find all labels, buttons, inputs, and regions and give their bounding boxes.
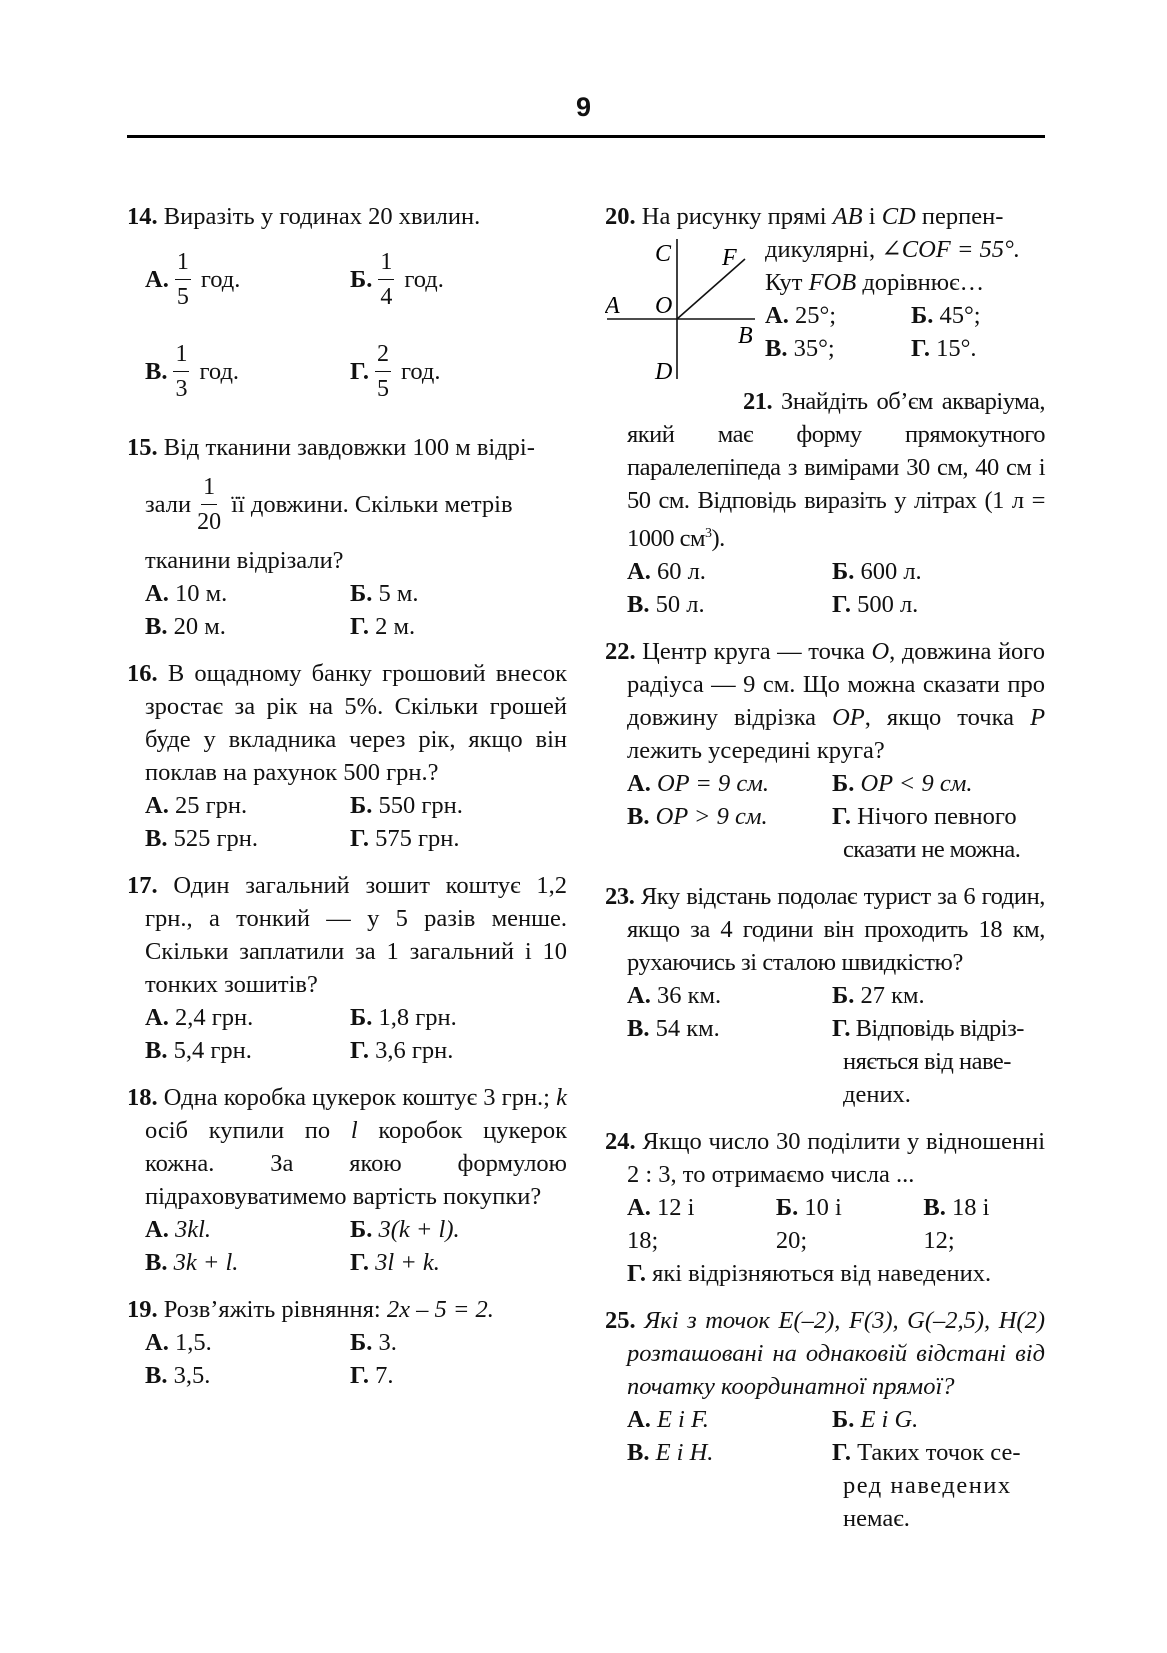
question-number: 20.: [605, 203, 636, 230]
option-v[interactable]: В. 5,4 грн.: [145, 1037, 252, 1064]
option-v[interactable]: В. 50 л.: [627, 591, 705, 619]
question-number: 17.: [127, 872, 158, 899]
question-number: 24.: [605, 1128, 636, 1156]
option-v[interactable]: В. 20 м.: [145, 613, 226, 640]
option-a[interactable]: А. 3kl.: [145, 1216, 212, 1243]
left-column: [127, 200, 567, 1406]
fraction: $\frac{1}{5}$: [176, 248, 189, 310]
option-a[interactable]: А. 1,5.: [145, 1329, 212, 1356]
option-g[interactable]: Г. Нічого певного: [832, 803, 1017, 831]
question-19: 19. Розв’яжіть рівняння: 2x – 5 = 2. А. 1,5. Б. 3. В. 3,5. Г. 7.: [127, 1293, 567, 1392]
question-number: 18.: [127, 1084, 158, 1111]
option-a[interactable]: А. 36 км.: [627, 982, 722, 1010]
option-a[interactable]: А. 12 і 18;: [627, 1194, 695, 1255]
option-g[interactable]: Г. 7.: [350, 1362, 394, 1389]
option-g[interactable]: Г. 2 м.: [350, 613, 416, 640]
option-b[interactable]: Б. 45°;: [911, 302, 981, 329]
label-d: D: [655, 359, 673, 385]
option-g[interactable]: Г. 15°.: [911, 335, 977, 362]
question-21: 21. Знайдіть об’єм акваріума, який має форму прямокутного паралелепіпеда з вимірами 30 см, 40 см і 50 см. Відповідь виразіть у літрах (1 л = 1000 $см^3$). А. 60 л. Б. 600 л. В. 50 л. Г. 500 л.: [605, 385, 1045, 621]
option-b[interactable]: Б. OP < 9 см.: [832, 770, 973, 798]
question-number: 25.: [605, 1307, 636, 1335]
option-b[interactable]: Б. E і G.: [832, 1406, 919, 1434]
option-a[interactable]: А. 25°;: [765, 302, 837, 329]
right-column: [605, 200, 1045, 1549]
question-text: Виразіть у годинах 20 хвилин.: [163, 203, 481, 230]
option-b[interactable]: Б. 550 грн.: [350, 792, 463, 819]
option-b[interactable]: Б. 10 і 20;: [775, 1194, 842, 1255]
option-g[interactable]: Г. 3l + k.: [350, 1249, 440, 1276]
option-v[interactable]: В. $\frac{1}{3}$ год.: [145, 340, 240, 402]
fraction: $\frac{1}{20}$: [197, 473, 222, 535]
question-20: 20. На рисунку прямі AB і CD перпен- C F A O B D дикулярні, ∠COF = 55°. Кут FOB дорівнює… А. 25°; Б. 45°; В. 35°; Г. 15°.: [605, 203, 1020, 385]
question-15: 15. Від тканини завдовжки 100 м відрі- зали $\frac{1}{20}$ її довжини. Скільки метрів тканини відрізали? А. 10 м. Б. 5 м. В. 20 м. Г. 2 м.: [127, 431, 567, 643]
question-23: 23. Яку відстань подолає турист за 6 годин, якщо за 4 години він проходить 18 км, рухаючись зі сталою швидкістю? А. 36 км. Б. 27 км. В. 54 км. Г. Відповідь відріз- няється від наве- дених.: [605, 883, 1045, 1109]
option-v[interactable]: В. OP > 9 см.: [627, 803, 768, 831]
perpendicular-lines-figure: [605, 237, 765, 387]
fraction: $\frac{1}{4}$: [380, 248, 393, 310]
question-16: [127, 657, 567, 855]
option-b[interactable]: Б. 5 м.: [350, 580, 419, 607]
question-text: Один загальний зошит коштує 1,2 грн., а тонкий — у 5 разів менше. Скільки заплатили за 1 загальний і 10 тонких зошитів?: [145, 872, 568, 998]
option-v[interactable]: В. 525 грн.: [145, 825, 259, 852]
label-b: B: [738, 323, 753, 349]
fraction: $\frac{2}{5}$: [376, 340, 389, 402]
option-g[interactable]: Г. Таких точок се-: [832, 1439, 1021, 1467]
question-number: 15.: [127, 434, 158, 461]
option-g[interactable]: Г. Відповідь відріз-: [832, 1015, 1024, 1043]
option-a[interactable]: А. 10 м.: [145, 580, 228, 607]
question-number: 14.: [127, 203, 158, 230]
option-v[interactable]: В. 35°;: [765, 335, 835, 362]
option-v[interactable]: В. 3,5.: [145, 1362, 211, 1389]
option-b[interactable]: Б. 27 км.: [832, 982, 925, 1010]
option-a[interactable]: А. 60 л.: [627, 558, 706, 586]
option-v[interactable]: В. 18 і 12;: [923, 1194, 990, 1255]
question-number: 22.: [605, 638, 636, 666]
label-a: A: [605, 293, 620, 319]
option-a[interactable]: А. 2,4 грн.: [145, 1004, 254, 1031]
label-o: O: [655, 293, 673, 319]
question-22: 22. Центр круга — точка O, довжина його радіуса — 9 см. Що можна сказати про довжину відрізка OP, якщо точка P лежить усередині круга? А. OP = 9 см. Б. OP < 9 см. В. OP > 9 см. Г. Нічого певного сказати не можна.: [605, 638, 1046, 864]
question-number: 21.: [743, 388, 773, 415]
option-b[interactable]: Б. $\frac{1}{4}$ год.: [350, 248, 444, 310]
question-14: [127, 200, 567, 417]
question-17: [127, 869, 567, 1067]
option-b[interactable]: Б. 3(k + l).: [350, 1216, 460, 1243]
fraction: $\frac{1}{3}$: [175, 340, 188, 402]
page-number: 9: [575, 92, 592, 122]
option-v[interactable]: В. 3k + l.: [145, 1249, 239, 1276]
option-b[interactable]: Б. 1,8 грн.: [350, 1004, 457, 1031]
option-a[interactable]: А. OP = 9 см.: [627, 770, 769, 798]
option-g[interactable]: Г. $\frac{2}{5}$ год.: [350, 340, 441, 402]
option-a[interactable]: А. E і F.: [627, 1406, 709, 1434]
label-f: F: [722, 245, 737, 271]
question-number: 23.: [605, 883, 635, 911]
option-b[interactable]: Б. 600 л.: [832, 558, 922, 586]
option-g[interactable]: Г. 575 грн.: [350, 825, 460, 852]
option-g[interactable]: Г. 3,6 грн.: [350, 1037, 454, 1064]
option-a[interactable]: А. 25 грн.: [145, 792, 248, 819]
question-18: 18. Одна коробка цукерок коштує 3 грн.; k осіб купили по l коробок цукерок кожна. За якою формулою підраховуватимемо вартість покупки? А. 3kl. Б. 3(k + l). В. 3k + l. Г. 3l + k.: [127, 1081, 567, 1279]
question-text: Від тканини завдовжки 100 м відрі-: [163, 434, 535, 461]
question-text-cont: тканини відрізали?: [145, 547, 344, 574]
option-v[interactable]: В. E і H.: [627, 1439, 714, 1467]
question-25: 25. Які з точок E(–2), F(3), G(–2,5), H(2) розташовані на однаковій відстані від початку координатної прямої? А. E і F. Б. E і G. В. E і H. Г. Таких точок се- ред наведених немає.: [605, 1307, 1045, 1533]
option-g[interactable]: Г. 500 л.: [832, 591, 919, 619]
question-number: 19.: [127, 1296, 158, 1323]
option-v[interactable]: В. 54 км.: [627, 1015, 720, 1043]
question-number: 16.: [127, 660, 158, 687]
option-a[interactable]: А. $\frac{1}{5}$ год.: [145, 248, 241, 310]
label-c: C: [655, 241, 672, 267]
option-g[interactable]: Г. які відрізняються від наведених.: [627, 1260, 992, 1288]
question-24: 24. Якщо число 30 поділити у відношенні 2 : 3, то отримаємо числа ... А. 12 і 18; Б. 10 і 20; В. 18 і 12; Г. які відрізняються від наведених.: [605, 1125, 1045, 1290]
option-b[interactable]: Б. 3.: [350, 1329, 397, 1356]
question-text: В ощадному банку грошовий внесок зростає за рік на 5%. Скільки грошей буде у вкладника через рік, якщо він поклав на рахунок 500 грн.?: [145, 660, 567, 786]
header-rule: [127, 135, 1045, 138]
